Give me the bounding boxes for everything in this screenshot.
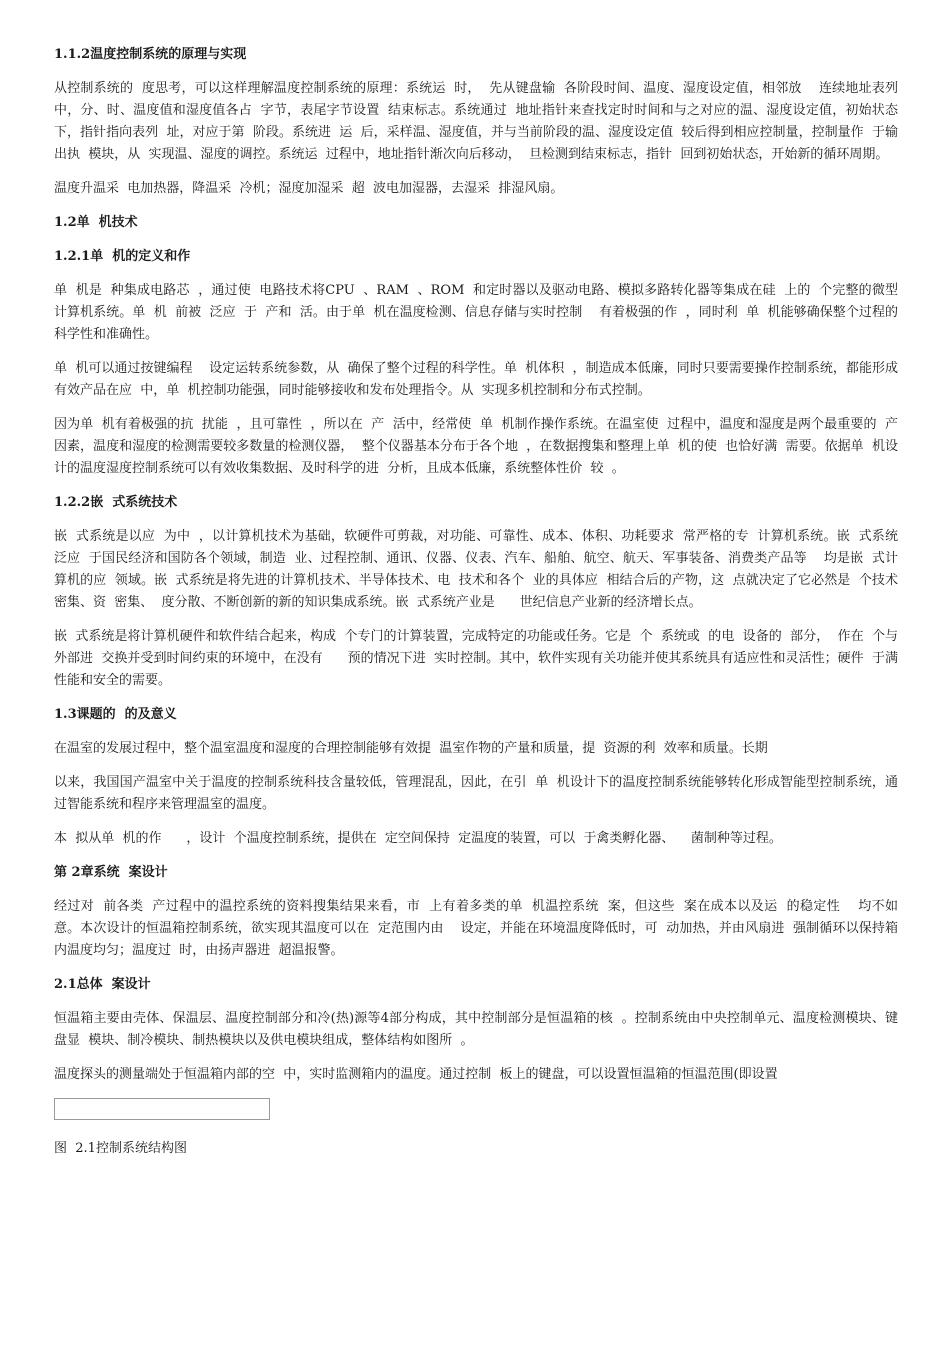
paragraph: 单 机可以通过按键编程 设定运转系统参数，从 确保了整个过程的科学性。单 机体积 ，制造成本低廉，同时只要需要操作控制系统，都能形成有效产品在应 中，单 机控制功能强，同时能够接收和发布处理指令。从 实现多机控制和分布式控制。 (54, 361, 898, 398)
paragraph: 以来，我国国产温室中关于温度的控制系统科技含量较低，管理混乱，因此，在引 单 机设计下的温度控制系统能够转化形成智能型控制系统，通过智能系统和程序来管理温室的温度。 (54, 775, 898, 812)
document-body (54, 44, 907, 1086)
paragraph: 嵌 式系统是将计算机硬件和软件结合起来，构成 个专门的计算装置，完成特定的功能或任务。它是 个 系统或 的电 设备的 部分， 作在 个与外部进 交换并受到时间约束的环境中，在没有 预的情况下进 实时控制。其中，软件实现有关功能并使其系统具有适应性和灵活性；硬件 于满 性能和安全的需要。 (54, 629, 907, 688)
paragraph: 在温室的发展过程中，整个温室温度和湿度的合理控制能够有效提 温室作物的产量和质量，提 资源的利 效率和质量。长期 (54, 741, 768, 756)
section-heading: 1.1.2温度控制系统的原理与实现 (54, 47, 247, 62)
section-heading: 1.3课题的 的及意义 (54, 707, 177, 722)
paragraph: 单 机是 种集成电路芯 ，通过使 电路技术将CPU 、RAM 、ROM 和定时器以及驱动电路、模拟多路转化器等集成在硅 上的 个完整的微型计算机系统。单 机 前被 泛应 于 产和 活。由于单 机在温度检测、信息存储与实时控制 有着极强的作 ，同时利 单 机能够确保整个过程的科学性和准确性。 (54, 283, 898, 342)
section-heading: 1.2.2嵌 式系统技术 (54, 495, 178, 510)
paragraph: 恒温箱主要由壳体、保温层、温度控制部分和冷(热)源等4部分构成，其中控制部分是恒温箱的核 。控制系统由中央控制单元、温度检测模块、键盘显 模块、制冷模块、制热模块以及供电模块组成，整体结构如图所 。 (54, 1011, 898, 1048)
figure-caption: 图 2.1控制系统结构图 (54, 1141, 187, 1156)
section-heading: 1.2单 机技术 (54, 215, 138, 230)
paragraph: 嵌 式系统是以应 为中 ，以计算机技术为基础，软硬件可剪裁，对功能、可靠性、成本、体积、功耗要求 常严格的专 计算机系统。嵌 式系统 泛应 于国民经济和国防各个领域，制造 业、过程控制、通讯、仪器、仪表、汽车、船舶、航空、航天、军事装备、消费类产品等 均是嵌 式计算机的应 领域。嵌 式系统是将先进的计算机技术、半导体技术、电 技术和各个 业的具体应 相结合后的产物，这 点就决定了它必然是 个技术密集、资 密集、 度分散、不断创新的新的知识集成系统。嵌 式系统产业是 世纪信息产业新的经济增长点。 (54, 529, 907, 610)
section-heading: 2.1总体 案设计 (54, 977, 151, 992)
section-heading: 第 2章系统 案设计 (54, 865, 168, 880)
paragraph: 温度升温采 电加热器，降温采 冷机；湿度加湿采 超 波电加湿器，去湿采 排湿风扇。 (54, 181, 564, 196)
paragraph: 本 拟从单 机的作 ，设计 个温度控制系统，提供在 定空间保持 定温度的装置，可以 于禽类孵化器、 菌制种等过程。 (54, 831, 782, 846)
paragraph: 因为单 机有着极强的抗 扰能 ，且可靠性 ，所以在 产 活中，经常使 单 机制作操作系统。在温室使 过程中，温度和湿度是两个最重要的 产因素，温度和湿度的检测需要较多数量的检测仪器， 整个仪器基本分布于各个地 ，在数据搜集和整理上单 机的使 也恰好满 需要。依据单 机设计的温度湿度控制系统可以有效收集数据、及时科学的进 分析，且成本低廉，系统整体性价 较 。 (54, 417, 898, 476)
paragraph: 从控制系统的 度思考，可以这样理解温度控制系统的原理：系统运 时， 先从键盘输 各阶段时间、温度、湿度设定值，相邻放 连续地址表列中，分、时、温度值和湿度值各占 字节，表尾字节设置 结束标志。系统通过 地址指针来查找定时时间和与之对应的温、湿度设定值，初始状态下，指针指向表列 址，对应于第 阶段。系统进 运 后，采样温、湿度值，并与当前阶段的温、湿度设定值 较后得到相应控制量，控制量作 于输出执 模块，从 实现温、湿度的调控。系统运 过程中，地址指针渐次向后移动， 旦检测到结束标志，指针 回到初始状态，开始新的循环周期。 (54, 81, 898, 162)
paragraph: 经过对 前各类 产过程中的温控系统的资料搜集结果来看，市 上有着多类的单 机温控系统 案，但这些 案在成本以及运 的稳定性 均不如 意。本次设计的恒温箱控制系统，欲实现其温度可以在 定范围内由 设定，并能在环境温度降低时，可 动加热，并由风扇进 强制循环以保持箱内温度均匀；温度过 时，由扬声器进 超温报警。 (54, 899, 907, 958)
section-heading: 1.2.1单 机的定义和作 (54, 249, 191, 264)
figure-placeholder-box (54, 1098, 270, 1120)
paragraph: 温度探头的测量端处于恒温箱内部的空 中，实时监测箱内的温度。通过控制 板上的键盘，可以设置恒温箱的恒温范围(即设置 (54, 1067, 778, 1082)
